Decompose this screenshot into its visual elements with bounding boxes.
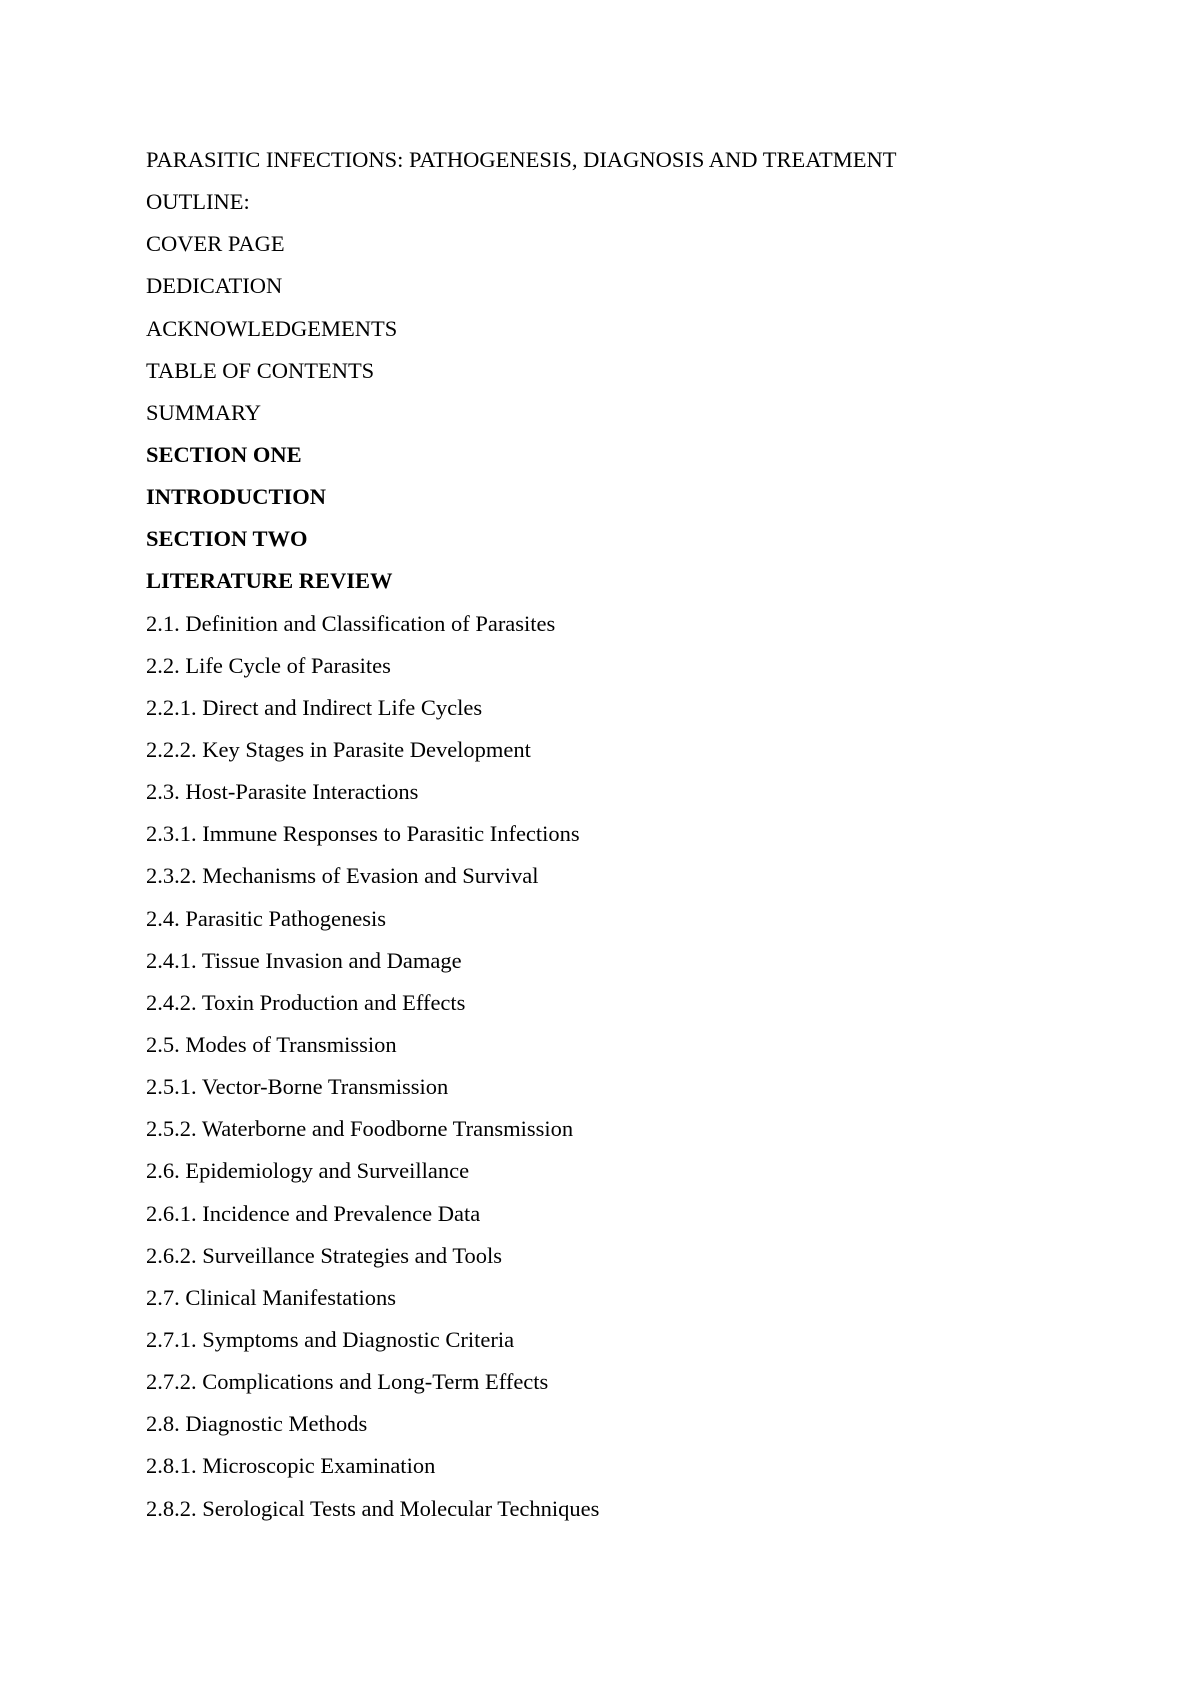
section-one-heading: SECTION ONE bbox=[146, 441, 302, 467]
outline-item: 2.6. Epidemiology and Surveillance bbox=[146, 1158, 470, 1184]
outline-item: 2.8.2. Serological Tests and Molecular Techniques bbox=[146, 1495, 600, 1521]
outline-item: 2.2.1. Direct and Indirect Life Cycles bbox=[146, 694, 483, 720]
outline-item: 2.7.1. Symptoms and Diagnostic Criteria bbox=[146, 1326, 515, 1352]
outline-item: 2.3. Host-Parasite Interactions bbox=[146, 779, 419, 805]
front-matter-item: DEDICATION bbox=[146, 273, 283, 299]
outline-item: 2.3.1. Immune Responses to Parasitic Infections bbox=[146, 821, 580, 847]
outline-item: 2.5.1. Vector-Borne Transmission bbox=[146, 1074, 449, 1100]
outline-item: 2.5. Modes of Transmission bbox=[146, 1031, 397, 1057]
outline-item: 2.2.2. Key Stages in Parasite Development bbox=[146, 736, 531, 762]
outline-item: 2.6.1. Incidence and Prevalence Data bbox=[146, 1200, 481, 1226]
outline-label: OUTLINE: bbox=[146, 189, 250, 215]
outline-item: 2.7. Clinical Manifestations bbox=[146, 1284, 396, 1310]
outline-item: 2.4.1. Tissue Invasion and Damage bbox=[146, 947, 462, 973]
section-two-title: LITERATURE REVIEW bbox=[146, 568, 393, 594]
outline-item: 2.1. Definition and Classification of Parasites bbox=[146, 610, 556, 636]
outline-item: 2.2. Life Cycle of Parasites bbox=[146, 652, 391, 678]
outline-item: 2.7.2. Complications and Long-Term Effects bbox=[146, 1369, 549, 1395]
front-matter-item: COVER PAGE bbox=[146, 231, 285, 257]
outline-item: 2.8.1. Microscopic Examination bbox=[146, 1453, 436, 1479]
document-title: PARASITIC INFECTIONS: PATHOGENESIS, DIAGNOSIS AND TREATMENT bbox=[146, 147, 897, 172]
front-matter-item: TABLE OF CONTENTS bbox=[146, 357, 375, 383]
outline-item: 2.8. Diagnostic Methods bbox=[146, 1411, 368, 1437]
section-two-heading: SECTION TWO bbox=[146, 526, 308, 552]
outline-item: 2.3.2. Mechanisms of Evasion and Survival bbox=[146, 863, 539, 889]
section-two-item-list bbox=[146, 606, 897, 1533]
front-matter-item: ACKNOWLEDGEMENTS bbox=[146, 315, 398, 341]
outline-item: 2.6.2. Surveillance Strategies and Tools bbox=[146, 1242, 503, 1268]
outline-item: 2.4.2. Toxin Production and Effects bbox=[146, 989, 466, 1015]
outline-item: 2.4. Parasitic Pathogenesis bbox=[146, 905, 386, 931]
outline-block bbox=[146, 142, 897, 1533]
outline-item: 2.5.2. Waterborne and Foodborne Transmission bbox=[146, 1116, 574, 1142]
front-matter-item: SUMMARY bbox=[146, 399, 262, 425]
section-one-title: INTRODUCTION bbox=[146, 484, 327, 510]
